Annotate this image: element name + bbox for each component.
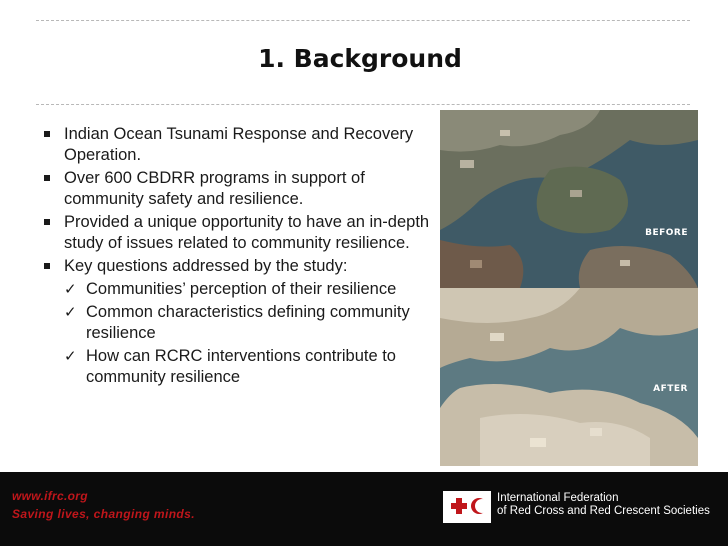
after-label: AFTER xyxy=(653,384,688,394)
square-bullet-icon xyxy=(44,131,50,137)
bullet-item xyxy=(40,212,432,254)
checkmark-icon: ✓ xyxy=(64,347,77,365)
footer-bar xyxy=(0,472,728,546)
before-satellite-image xyxy=(440,110,698,288)
satellite-photo xyxy=(440,110,698,466)
checkmark-icon: ✓ xyxy=(64,303,77,321)
bullet-item xyxy=(40,124,432,166)
square-bullet-icon xyxy=(44,219,50,225)
sub-bullet-item xyxy=(64,346,432,388)
title-divider xyxy=(36,104,690,105)
bullet-text: Indian Ocean Tsunami Response and Recovery Operation. xyxy=(64,125,414,164)
footer-url[interactable]: www.ifrc.org xyxy=(12,489,88,503)
bullet-item xyxy=(40,168,432,210)
bullet-list xyxy=(40,124,432,390)
before-label: BEFORE xyxy=(645,228,688,238)
bullet-text: Provided a unique opportunity to have an in-depth study of issues related to community resilience. xyxy=(64,213,430,252)
sub-bullet-text: Common characteristics defining community resilience xyxy=(86,303,410,342)
org-name xyxy=(497,492,710,518)
bullet-item xyxy=(40,256,432,388)
org-name-line1: International Federation xyxy=(497,492,619,504)
sub-bullet-text: Communities’ perception of their resilience xyxy=(86,280,397,298)
top-divider xyxy=(36,20,690,21)
sub-bullet-list xyxy=(64,279,432,388)
checkmark-icon: ✓ xyxy=(64,280,77,298)
bullet-text: Key questions addressed by the study: xyxy=(64,257,348,275)
red-cross-crescent-logo xyxy=(443,491,491,523)
sub-bullet-item xyxy=(64,302,432,344)
sub-bullet-item xyxy=(64,279,432,300)
sub-bullet-text: How can RCRC interventions contribute to community resilience xyxy=(86,347,396,386)
footer-slogan: Saving lives, changing minds. xyxy=(12,507,195,521)
slide-title: 1. Background xyxy=(258,44,462,73)
square-bullet-icon xyxy=(44,175,50,181)
square-bullet-icon xyxy=(44,263,50,269)
after-satellite-image xyxy=(440,288,698,466)
bullet-text: Over 600 CBDRR programs in support of community safety and resilience. xyxy=(64,169,365,208)
org-name-line2: of Red Cross and Red Crescent Societies xyxy=(497,505,710,517)
red-cross-icon xyxy=(443,491,491,523)
